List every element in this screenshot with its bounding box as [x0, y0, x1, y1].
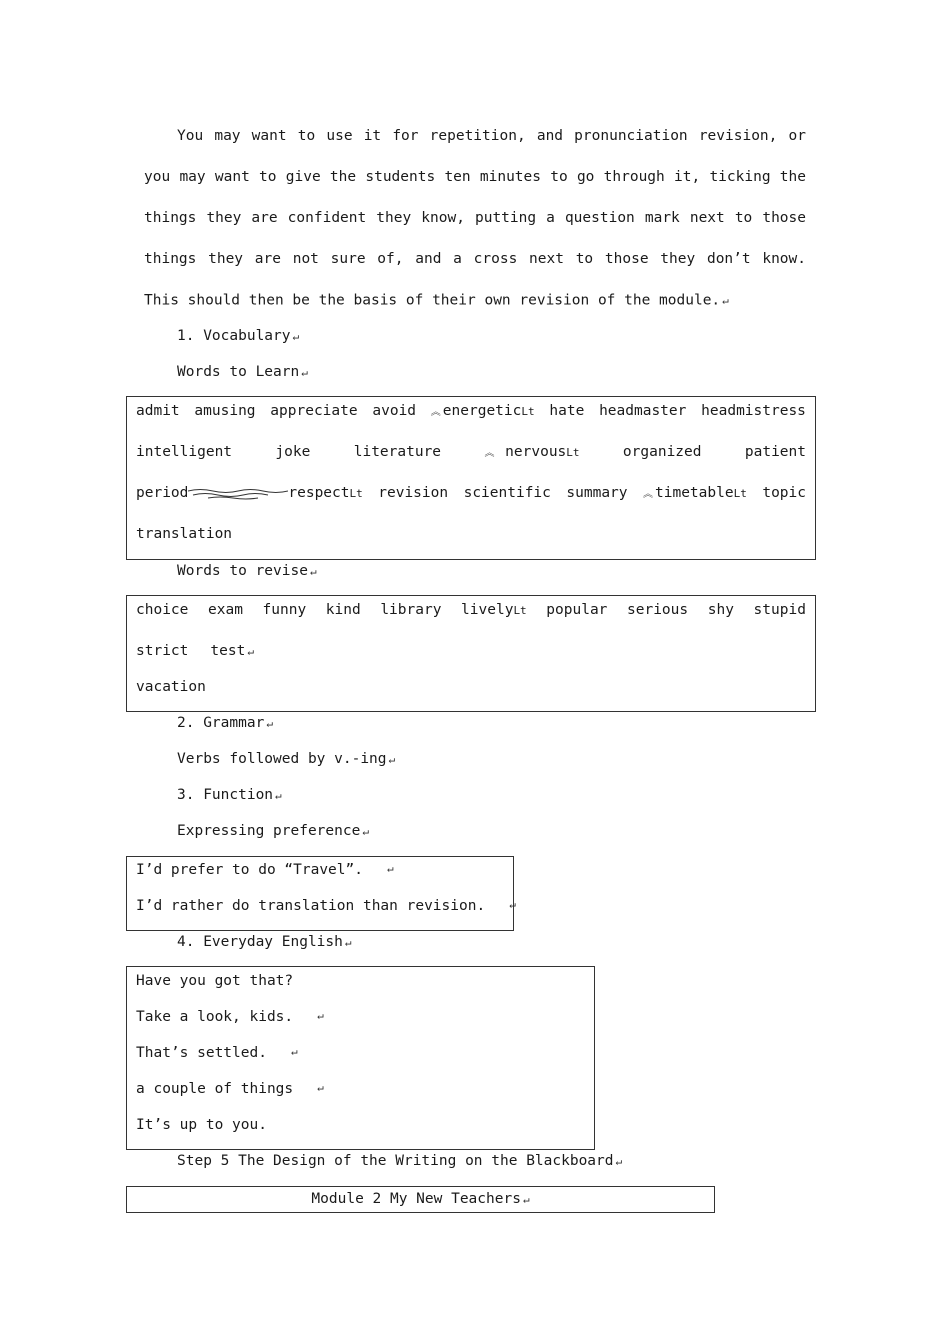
- caret-mark-icon: ︽: [643, 489, 654, 500]
- paragraph-mark-icon: ↵: [275, 788, 282, 802]
- paragraph-mark-icon: ↵: [290, 1045, 298, 1058]
- paragraph-mark-icon: ↵: [615, 1154, 623, 1168]
- paragraph-mark-icon: ↵: [362, 824, 369, 838]
- word: ︽ energeticLt: [430, 403, 535, 419]
- word: avoid: [372, 403, 417, 419]
- revise-row-3: [136, 679, 806, 695]
- word: intelligent: [136, 444, 233, 460]
- paragraph-mark-icon: ↵: [344, 935, 352, 949]
- paragraph-mark-icon: ↵: [247, 644, 254, 658]
- wavy-line-icon: [188, 486, 288, 500]
- word: appreciate: [270, 403, 358, 419]
- everyday-line: Take a look, kids. ↵: [136, 1009, 324, 1025]
- word: hate: [549, 403, 585, 419]
- lt-mark-icon: Lt: [733, 487, 747, 500]
- step5-heading: Step 5 The Design of the Writing on the Blackboard ↵: [177, 1153, 623, 1169]
- blackboard-title-box: [126, 1186, 715, 1213]
- grammar-heading: 2. Grammar ↵: [177, 715, 273, 731]
- word: vacation: [136, 679, 206, 695]
- word: ︽ nervousLt: [484, 444, 580, 460]
- word: popular: [546, 602, 608, 618]
- paragraph-mark-icon: ↵: [317, 1081, 324, 1094]
- learn-row-1: [136, 403, 806, 419]
- word: library: [380, 602, 442, 618]
- paragraph-mark-icon: ↵: [522, 1192, 530, 1206]
- learn-row-2: [136, 444, 806, 460]
- everyday-english-heading: 4. Everyday English ↵: [177, 934, 352, 950]
- paragraph-mark-icon: ↵: [266, 716, 273, 730]
- paragraph-mark-icon: ↵: [301, 365, 308, 379]
- word: shy: [707, 602, 734, 618]
- function-box: [126, 856, 514, 931]
- words-to-learn-heading: Words to Learn ↵: [177, 364, 308, 380]
- grammar-text: Verbs followed by v.-ing ↵: [177, 751, 396, 767]
- blackboard-title: Module 2 My New Teachers ↵: [311, 1191, 530, 1207]
- learn-row-3: [136, 485, 806, 501]
- everyday-line: Have you got that?: [136, 973, 294, 989]
- paragraph-mark-icon: ↵: [309, 564, 317, 578]
- word: translation: [136, 526, 233, 542]
- everyday-line: a couple of things ↵: [136, 1081, 324, 1097]
- caret-mark-icon: ︽: [430, 407, 441, 418]
- words-to-learn-box: [126, 396, 816, 560]
- paragraph-mark-icon: ↵: [509, 898, 516, 911]
- revise-row-1: [136, 602, 806, 618]
- word: choice: [136, 602, 189, 618]
- word: ︽ timetableLt: [643, 485, 747, 501]
- intro-paragraph: You may want to use it for repetition, and pronunciation revision, or you may want to give the students ten minutes to go through it, ticking the things they are confident they know, putting a question mark next to those things they are not sure of, and a cross next to those they don’t know. This should then be the basis of their own revision of the module. ↵: [144, 116, 806, 322]
- word: revision: [378, 485, 449, 501]
- word: literature: [353, 444, 442, 460]
- word: summary: [566, 485, 628, 501]
- everyday-english-box: [126, 966, 595, 1150]
- word: stupid: [753, 602, 806, 618]
- paragraph-mark-icon: ↵: [722, 294, 729, 307]
- word: exam: [208, 602, 243, 618]
- everyday-line: That’s settled. ↵: [136, 1045, 298, 1061]
- function-subheading: Expressing preference ↵: [177, 823, 369, 839]
- function-line: I’d rather do translation than revision. ↵: [136, 898, 516, 914]
- revise-row-2: [136, 643, 806, 659]
- lt-mark-icon: Lt: [349, 487, 363, 500]
- words-to-revise-box: [126, 595, 816, 712]
- lt-mark-icon: Lt: [566, 446, 580, 459]
- word: scientific: [463, 485, 551, 501]
- lt-mark-icon: Lt: [513, 604, 527, 617]
- paragraph-mark-icon: ↵: [386, 862, 394, 875]
- function-heading: 3. Function ↵: [177, 787, 282, 803]
- caret-mark-icon: ︽: [484, 448, 495, 459]
- word: headmistress: [701, 403, 806, 419]
- word: test ↵: [210, 643, 254, 659]
- word: kind: [325, 602, 361, 618]
- learn-row-4: [136, 526, 806, 542]
- word: headmaster: [599, 403, 687, 419]
- word: organized: [622, 444, 702, 460]
- paragraph-mark-icon: ↵: [388, 752, 396, 766]
- word: patient: [744, 444, 806, 460]
- paragraph-mark-icon: ↵: [317, 1009, 324, 1022]
- word: joke: [275, 444, 311, 460]
- word: strict: [136, 643, 189, 659]
- words-to-revise-heading: Words to revise ↵: [177, 563, 317, 579]
- lt-mark-icon: Lt: [521, 405, 535, 418]
- word: admit: [136, 403, 180, 419]
- word: livelyLt: [461, 602, 527, 618]
- word: topic: [762, 485, 806, 501]
- paragraph-mark-icon: ↵: [292, 329, 300, 343]
- word: funny: [262, 602, 307, 618]
- word: amusing: [194, 403, 256, 419]
- vocabulary-heading: 1. Vocabulary ↵: [177, 328, 300, 344]
- word: period respectLt: [136, 485, 363, 501]
- word: serious: [627, 602, 689, 618]
- function-line: I’d prefer to do “Travel”. ↵: [136, 862, 394, 878]
- everyday-line: It’s up to you.: [136, 1117, 267, 1133]
